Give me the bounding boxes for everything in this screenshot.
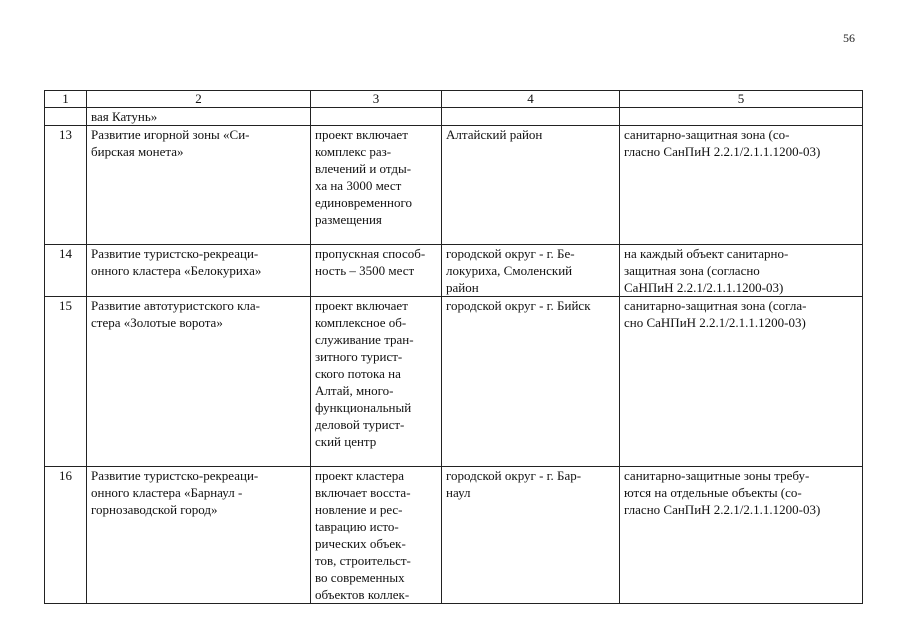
header-cell-2: 2 (87, 91, 311, 108)
sanitary-zone-cell: санитарно-защитная зона (со- гласно СанПиН 2.2.1/2.1.1.1200-03) (620, 126, 863, 245)
header-cell-5: 5 (620, 91, 863, 108)
project-description-cell: проект включает комплексное об- служивание тран- зитного турист- ского потока на Алтай, много- функциональный деловой турист- ский центр (311, 297, 442, 467)
project-name-cell: Развитие туристско-рекреаци- онного кластера «Барнаул - горнозаводской город» (87, 467, 311, 604)
row-number-cell: 13 (45, 126, 87, 245)
location-cell: городской округ - г. Бар- наул (442, 467, 620, 604)
project-name-cell: Развитие туристско-рекреаци- онного кластера «Белокуриха» (87, 245, 311, 297)
location-cell: городской округ - г. Бийск (442, 297, 620, 467)
sanitary-zone-cell: санитарно-защитные зоны требу- ются на отдельные объекты (со- гласно СанПиН 2.2.1/2.1.1.1200-03) (620, 467, 863, 604)
header-cell-1: 1 (45, 91, 87, 108)
objects-table (44, 90, 863, 604)
location-cell: Алтайский район (442, 126, 620, 245)
continuation-sanitary-cell (620, 108, 863, 126)
continuation-num-cell (45, 108, 87, 126)
table-row (45, 297, 863, 467)
project-description-cell: проект включает комплекс раз- влечений и отды- ха на 3000 мест единовременного размещения (311, 126, 442, 245)
continuation-row (45, 108, 863, 126)
project-name-cell: Развитие автотуристского кла- стера «Золотые ворота» (87, 297, 311, 467)
sanitary-zone-cell: на каждый объект санитарно- защитная зона (согласно СаНПиН 2.2.1/2.1.1.1200-03) (620, 245, 863, 297)
table-row (45, 126, 863, 245)
header-cell-3: 3 (311, 91, 442, 108)
continuation-name-cell: вая Катунь» (87, 108, 311, 126)
continuation-location-cell (442, 108, 620, 126)
row-number-cell: 15 (45, 297, 87, 467)
table-row (45, 467, 863, 604)
page-number: 56 (843, 31, 855, 45)
header-row (45, 91, 863, 108)
project-description-cell: проект кластера включает восста- новление и рес- tаврацию исто- рических объек- тов, строительст- во современных объектов коллек- (311, 467, 442, 604)
location-cell: городской округ - г. Бе- локуриха, Смоленский район (442, 245, 620, 297)
project-name-cell: Развитие игорной зоны «Си- бирская монета» (87, 126, 311, 245)
table-row (45, 245, 863, 297)
sanitary-zone-cell: санитарно-защитная зона (согла- сно СаНПиН 2.2.1/2.1.1.1200-03) (620, 297, 863, 467)
row-number-cell: 14 (45, 245, 87, 297)
row-number-cell: 16 (45, 467, 87, 604)
project-description-cell: пропускная способ- ность – 3500 мест (311, 245, 442, 297)
continuation-description-cell (311, 108, 442, 126)
header-cell-4: 4 (442, 91, 620, 108)
